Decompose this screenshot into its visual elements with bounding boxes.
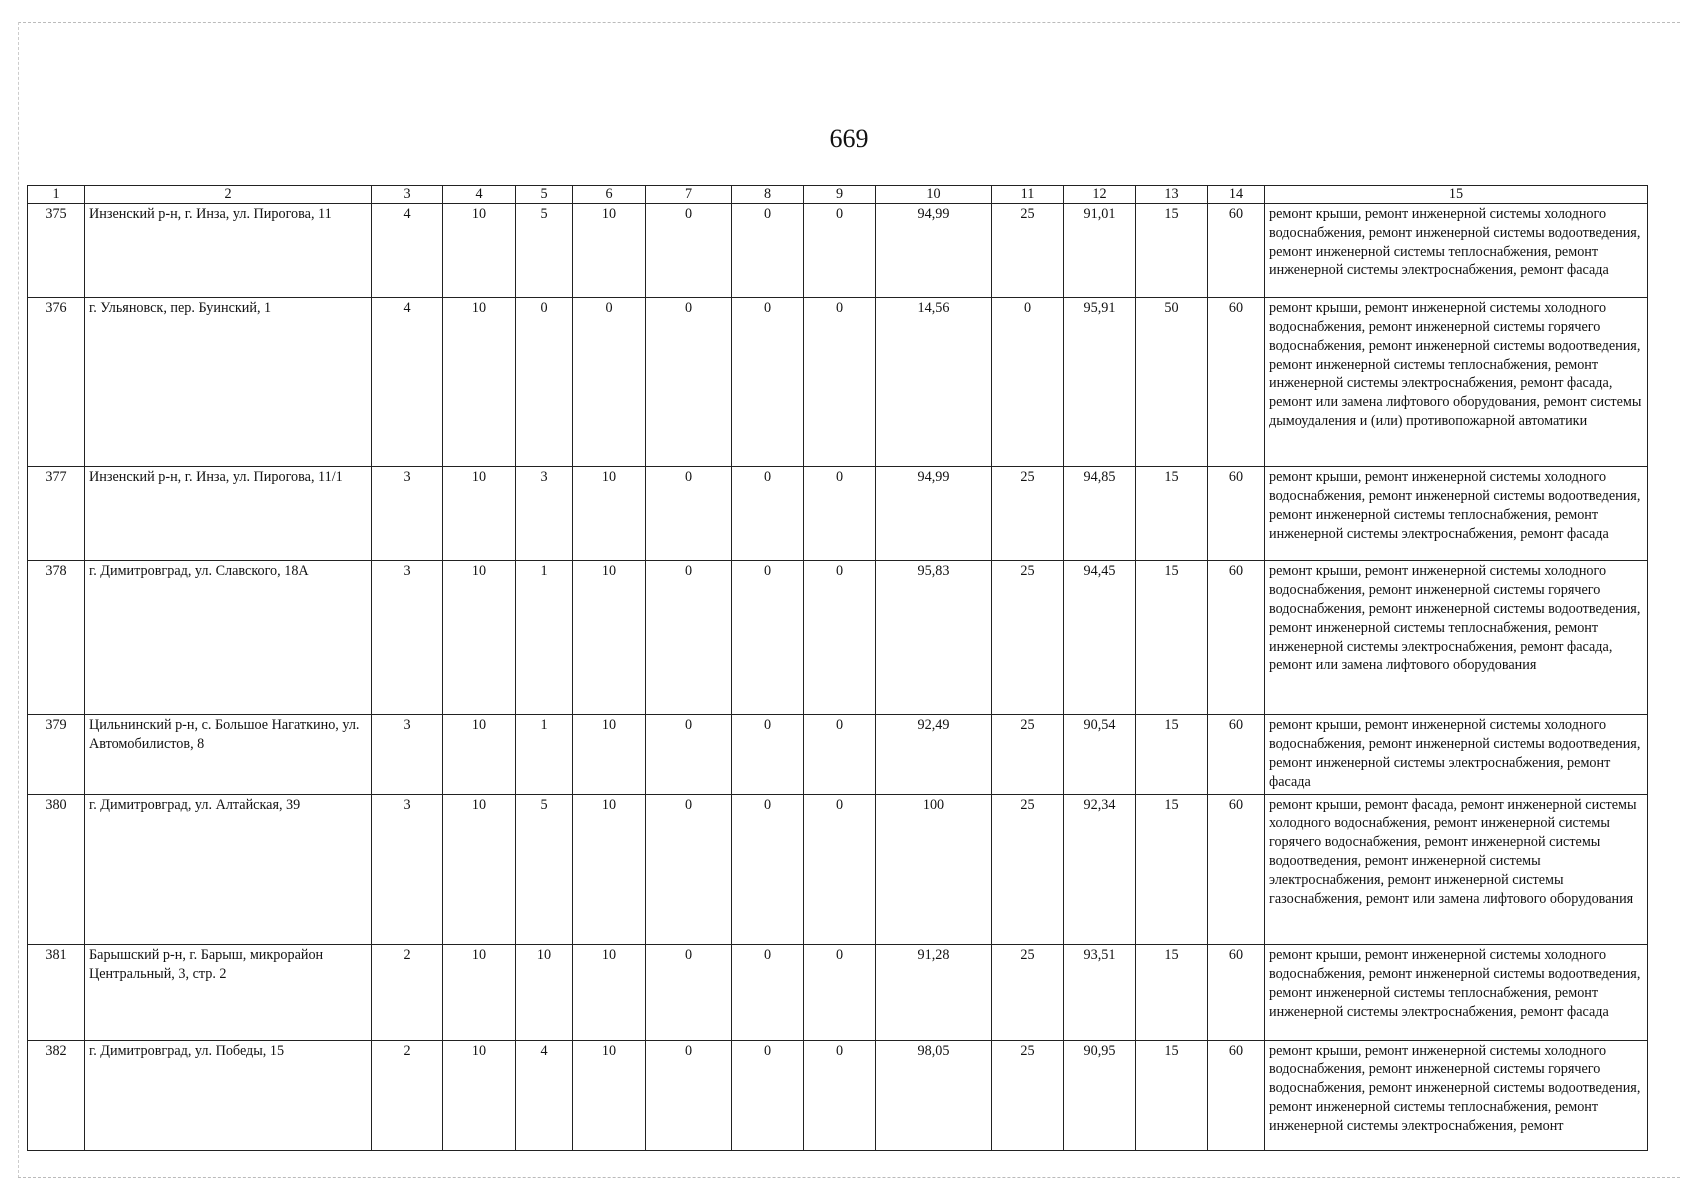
cell-col11: 25 <box>992 794 1064 945</box>
cell-address: Инзенский р-н, г. Инза, ул. Пирогова, 11/1 <box>85 467 372 561</box>
cell-col8: 0 <box>732 467 804 561</box>
cell-number: 378 <box>28 561 85 715</box>
cell-col11: 0 <box>992 298 1064 467</box>
cell-col14: 60 <box>1208 204 1265 298</box>
table-row <box>28 794 1648 945</box>
cell-works: ремонт крыши, ремонт инженерной системы холодного водоснабжения, ремонт инженерной системы горячего водоснабжения, ремонт инженерной системы водоотведения, ремонт инженерной системы теплоснабжения, ремонт инженерной системы электроснабжения, ремонт фасада, ремонт или замена лифтового оборудования, ремонт системы дымоудаления и (или) противопожарной автоматики <box>1265 298 1648 467</box>
cell-col3: 2 <box>372 945 443 1040</box>
cell-col6: 10 <box>573 204 646 298</box>
cell-col6: 10 <box>573 1040 646 1150</box>
cell-col9: 0 <box>804 794 876 945</box>
cell-col9: 0 <box>804 1040 876 1150</box>
cell-col13: 50 <box>1136 298 1208 467</box>
cell-col7: 0 <box>646 204 732 298</box>
cell-works: ремонт крыши, ремонт инженерной системы холодного водоснабжения, ремонт инженерной системы водоотведения, ремонт инженерной системы теплоснабжения, ремонт инженерной системы электроснабжения, ремонт фасада <box>1265 467 1648 561</box>
cell-col6: 0 <box>573 298 646 467</box>
column-header: 12 <box>1064 186 1136 204</box>
scan-border-top <box>18 22 1680 23</box>
cell-address: г. Димитровград, ул. Славского, 18А <box>85 561 372 715</box>
cell-col6: 10 <box>573 561 646 715</box>
table-row <box>28 561 1648 715</box>
cell-col10: 92,49 <box>876 715 992 794</box>
cell-col8: 0 <box>732 204 804 298</box>
cell-col4: 10 <box>443 715 516 794</box>
cell-col11: 25 <box>992 715 1064 794</box>
cell-col14: 60 <box>1208 1040 1265 1150</box>
column-header: 1 <box>28 186 85 204</box>
cell-col12: 91,01 <box>1064 204 1136 298</box>
data-table <box>27 185 1648 1151</box>
cell-col3: 2 <box>372 1040 443 1150</box>
cell-col4: 10 <box>443 561 516 715</box>
cell-col11: 25 <box>992 561 1064 715</box>
cell-works: ремонт крыши, ремонт инженерной системы холодного водоснабжения, ремонт инженерной системы водоотведения, ремонт инженерной системы теплоснабжения, ремонт инженерной системы электроснабжения, ремонт фасада <box>1265 945 1648 1040</box>
cell-number: 377 <box>28 467 85 561</box>
column-header: 6 <box>573 186 646 204</box>
table-row <box>28 467 1648 561</box>
cell-col12: 90,95 <box>1064 1040 1136 1150</box>
cell-col14: 60 <box>1208 945 1265 1040</box>
cell-col13: 15 <box>1136 945 1208 1040</box>
cell-col10: 100 <box>876 794 992 945</box>
cell-works: ремонт крыши, ремонт инженерной системы холодного водоснабжения, ремонт инженерной системы горячего водоснабжения, ремонт инженерной системы водоотведения, ремонт инженерной системы теплоснабжения, ремонт инженерной системы электроснабжения, ремонт <box>1265 1040 1648 1150</box>
cell-col11: 25 <box>992 945 1064 1040</box>
column-header: 3 <box>372 186 443 204</box>
column-header: 7 <box>646 186 732 204</box>
cell-col14: 60 <box>1208 467 1265 561</box>
table-row <box>28 945 1648 1040</box>
cell-works: ремонт крыши, ремонт инженерной системы холодного водоснабжения, ремонт инженерной системы водоотведения, ремонт инженерной системы теплоснабжения, ремонт инженерной системы электроснабжения, ремонт фасада <box>1265 204 1648 298</box>
cell-col3: 3 <box>372 467 443 561</box>
cell-number: 382 <box>28 1040 85 1150</box>
column-header: 5 <box>516 186 573 204</box>
cell-number: 375 <box>28 204 85 298</box>
cell-col7: 0 <box>646 298 732 467</box>
cell-col9: 0 <box>804 298 876 467</box>
cell-col6: 10 <box>573 467 646 561</box>
scan-border-bottom <box>18 1177 1680 1178</box>
table-row <box>28 1040 1648 1150</box>
cell-col9: 0 <box>804 715 876 794</box>
cell-col5: 4 <box>516 1040 573 1150</box>
cell-col4: 10 <box>443 204 516 298</box>
cell-col10: 95,83 <box>876 561 992 715</box>
cell-col8: 0 <box>732 561 804 715</box>
cell-col14: 60 <box>1208 298 1265 467</box>
cell-col12: 95,91 <box>1064 298 1136 467</box>
cell-col6: 10 <box>573 945 646 1040</box>
cell-address: г. Димитровград, ул. Алтайская, 39 <box>85 794 372 945</box>
column-header: 4 <box>443 186 516 204</box>
cell-col5: 1 <box>516 715 573 794</box>
cell-col3: 4 <box>372 298 443 467</box>
cell-col4: 10 <box>443 794 516 945</box>
column-header: 8 <box>732 186 804 204</box>
cell-col14: 60 <box>1208 561 1265 715</box>
cell-col13: 15 <box>1136 561 1208 715</box>
cell-col7: 0 <box>646 1040 732 1150</box>
cell-number: 380 <box>28 794 85 945</box>
cell-col10: 98,05 <box>876 1040 992 1150</box>
cell-col12: 94,85 <box>1064 467 1136 561</box>
cell-col7: 0 <box>646 467 732 561</box>
cell-col12: 94,45 <box>1064 561 1136 715</box>
cell-col13: 15 <box>1136 1040 1208 1150</box>
cell-col3: 4 <box>372 204 443 298</box>
cell-col9: 0 <box>804 945 876 1040</box>
cell-works: ремонт крыши, ремонт инженерной системы холодного водоснабжения, ремонт инженерной системы водоотведения, ремонт инженерной системы электроснабжения, ремонт фасада <box>1265 715 1648 794</box>
cell-col4: 10 <box>443 945 516 1040</box>
cell-address: г. Ульяновск, пер. Буинский, 1 <box>85 298 372 467</box>
column-header: 13 <box>1136 186 1208 204</box>
cell-col9: 0 <box>804 204 876 298</box>
cell-col5: 5 <box>516 794 573 945</box>
column-header: 14 <box>1208 186 1265 204</box>
cell-col6: 10 <box>573 794 646 945</box>
column-header: 2 <box>85 186 372 204</box>
cell-col3: 3 <box>372 561 443 715</box>
cell-col3: 3 <box>372 715 443 794</box>
table-row <box>28 715 1648 794</box>
page-number: 669 <box>829 124 869 153</box>
column-header: 15 <box>1265 186 1648 204</box>
cell-col9: 0 <box>804 467 876 561</box>
cell-col14: 60 <box>1208 715 1265 794</box>
cell-col10: 94,99 <box>876 204 992 298</box>
cell-address: Барышский р-н, г. Барыш, микрорайон Центральный, 3, стр. 2 <box>85 945 372 1040</box>
cell-col11: 25 <box>992 1040 1064 1150</box>
cell-col7: 0 <box>646 715 732 794</box>
cell-address: г. Димитровград, ул. Победы, 15 <box>85 1040 372 1150</box>
cell-col4: 10 <box>443 467 516 561</box>
cell-col8: 0 <box>732 1040 804 1150</box>
cell-address: Цильнинский р-н, с. Большое Нагаткино, ул. Автомобилистов, 8 <box>85 715 372 794</box>
scan-border-left <box>18 22 19 1178</box>
cell-col9: 0 <box>804 561 876 715</box>
cell-col12: 92,34 <box>1064 794 1136 945</box>
cell-col8: 0 <box>732 945 804 1040</box>
cell-col12: 93,51 <box>1064 945 1136 1040</box>
cell-col5: 1 <box>516 561 573 715</box>
cell-col10: 14,56 <box>876 298 992 467</box>
cell-col10: 94,99 <box>876 467 992 561</box>
cell-number: 376 <box>28 298 85 467</box>
cell-col13: 15 <box>1136 204 1208 298</box>
table-row <box>28 298 1648 467</box>
cell-number: 381 <box>28 945 85 1040</box>
cell-works: ремонт крыши, ремонт фасада, ремонт инженерной системы холодного водоснабжения, ремонт инженерной системы горячего водоснабжения, ремонт инженерной системы водоотведения, ремонт инженерной системы электроснабжения, ремонт инженерной системы газоснабжения, ремонт или замена лифтового оборудования <box>1265 794 1648 945</box>
cell-col13: 15 <box>1136 794 1208 945</box>
cell-col7: 0 <box>646 561 732 715</box>
cell-col5: 10 <box>516 945 573 1040</box>
cell-col7: 0 <box>646 794 732 945</box>
cell-col10: 91,28 <box>876 945 992 1040</box>
cell-number: 379 <box>28 715 85 794</box>
cell-col4: 10 <box>443 1040 516 1150</box>
cell-col11: 25 <box>992 204 1064 298</box>
cell-col7: 0 <box>646 945 732 1040</box>
cell-col8: 0 <box>732 794 804 945</box>
cell-col11: 25 <box>992 467 1064 561</box>
cell-col8: 0 <box>732 715 804 794</box>
cell-works: ремонт крыши, ремонт инженерной системы холодного водоснабжения, ремонт инженерной системы горячего водоснабжения, ремонт инженерной системы водоотведения, ремонт инженерной системы теплоснабжения, ремонт инженерной системы электроснабжения, ремонт фасада, ремонт или замена лифтового оборудования <box>1265 561 1648 715</box>
cell-col5: 0 <box>516 298 573 467</box>
column-header: 9 <box>804 186 876 204</box>
cell-col5: 5 <box>516 204 573 298</box>
cell-col12: 90,54 <box>1064 715 1136 794</box>
cell-col4: 10 <box>443 298 516 467</box>
cell-col14: 60 <box>1208 794 1265 945</box>
cell-col13: 15 <box>1136 715 1208 794</box>
cell-col8: 0 <box>732 298 804 467</box>
header-row <box>28 186 1648 204</box>
table-row <box>28 204 1648 298</box>
cell-col5: 3 <box>516 467 573 561</box>
cell-col13: 15 <box>1136 467 1208 561</box>
column-header: 10 <box>876 186 992 204</box>
cell-col3: 3 <box>372 794 443 945</box>
column-header: 11 <box>992 186 1064 204</box>
cell-col6: 10 <box>573 715 646 794</box>
cell-address: Инзенский р-н, г. Инза, ул. Пирогова, 11 <box>85 204 372 298</box>
